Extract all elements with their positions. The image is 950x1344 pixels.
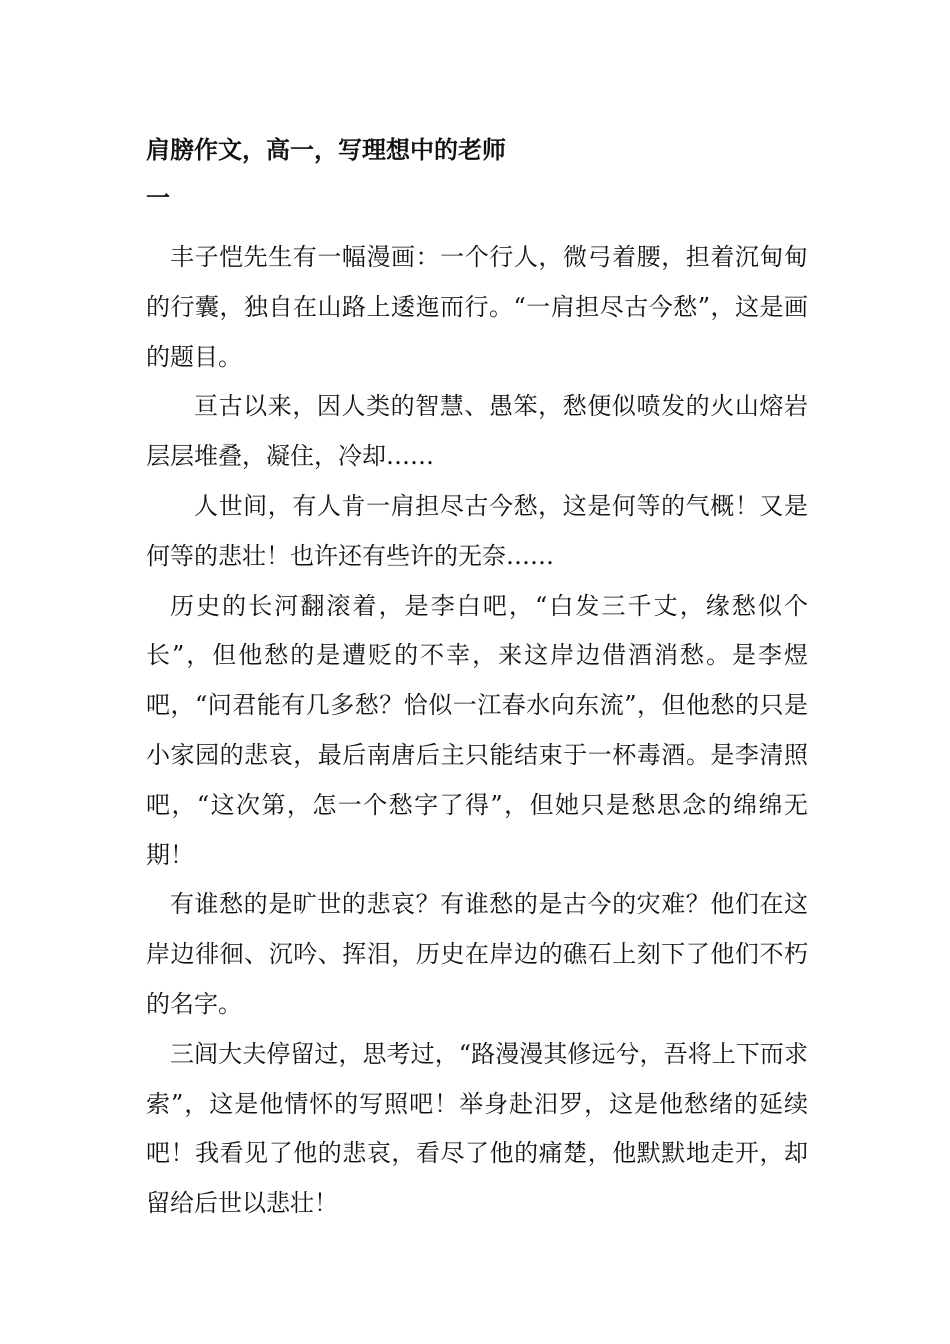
document-title: 肩膀作文，高一，写理想中的老师 <box>146 135 506 164</box>
paragraph-3: 人世间，有人肯一肩担尽古今愁，这是何等的气概！又是何等的悲壮！也许还有些许的无奈…… <box>146 491 808 570</box>
paragraph-2: 亘古以来，因人类的智慧、愚笨，愁便似喷发的火山熔岩层层堆叠，凝住，冷却…… <box>146 392 808 471</box>
body-text <box>146 233 808 1229</box>
section-number: 一 <box>146 183 170 212</box>
paragraph-4: 历史的长河翻滚着，是李白吧，“白发三千丈，缘愁似个长”，但他愁的是遭贬的不幸，来这岸边借酒消愁。是李煜吧，“问君能有几多愁？恰似一江春水向东流”，但他愁的只是小家园的悲哀，最后南唐后主只能结束于一杯毒酒。是李清照吧，“这次第，怎一个愁字了得”，但她只是愁思念的绵绵无期！ <box>146 591 808 869</box>
paragraph-5: 有谁愁的是旷世的悲哀？有谁愁的是古今的灾难？他们在这岸边徘徊、沉吟、挥泪，历史在岸边的礁石上刻下了他们不朽的名字。 <box>146 890 808 1018</box>
paragraph-6: 三闾大夫停留过，思考过，“路漫漫其修远兮，吾将上下而求索”，这是他情怀的写照吧！举身赴汨罗，这是他愁绪的延续吧！我看见了他的悲哀，看尽了他的痛楚，他默默地走开，却留给后世以悲壮！ <box>146 1039 808 1218</box>
paragraph-1: 丰子恺先生有一幅漫画：一个行人，微弓着腰，担着沉甸甸的行囊，独自在山路上逶迤而行。“一肩担尽古今愁”，这是画的题目。 <box>146 243 808 371</box>
